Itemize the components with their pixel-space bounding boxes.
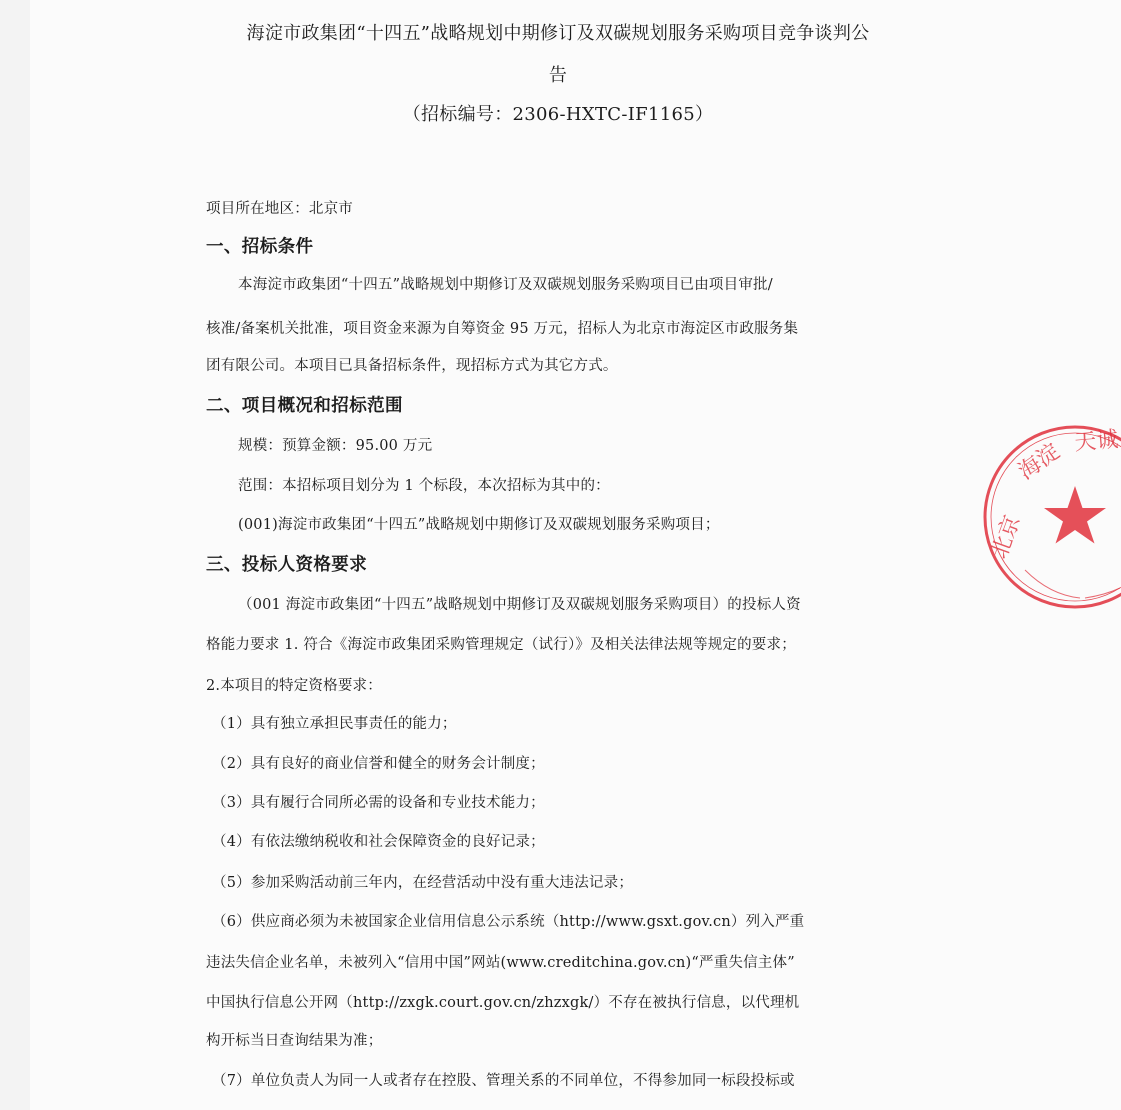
document-title-line-1: 海淀市政集团“十四五”战略规划中期修订及双碳规划服务采购项目竞争谈判公 [246, 23, 870, 44]
document-title-line-2: 告 [548, 65, 568, 86]
svg-text:天诚: 天诚 [1073, 427, 1120, 456]
requirement-item: （5）参加采购活动前三年内，在经营活动中没有重大违法记录； [212, 875, 634, 891]
paragraph-line: （001 海淀市政集团“十四五”战略规划中期修订及双碳规划服务采购项目）的投标人资 [238, 597, 801, 613]
requirement-item: （7）单位负责人为同一人或者存在控股、管理关系的不同单位，不得参加同一标段投标或 [212, 1073, 795, 1089]
section-heading-bidding-conditions: 一、招标条件 [206, 237, 314, 257]
requirement-item-continued: 违法失信企业名单，未被列入“信用中国”网站(www.creditchina.gov.cn)“严重失信主体” [206, 955, 795, 971]
paragraph-line: 核准/备案机关批准，项目资金来源为自筹资金 95 万元，招标人为北京市海淀区市政服务集 [206, 321, 799, 337]
svg-text:北京: 北京 [987, 512, 1026, 563]
paragraph-line: 本海淀市政集团“十四五”战略规划中期修订及双碳规划服务采购项目已由项目审批/ [238, 277, 773, 293]
requirement-item: （2）具有良好的商业信誉和健全的财务会计制度； [212, 756, 545, 772]
requirement-item: （4）有依法缴纳税收和社会保障资金的良好记录； [212, 834, 545, 850]
paragraph-line: 2.本项目的特定资格要求： [206, 678, 382, 694]
requirement-item-continued: 中国执行信息公开网（http://zxgk.court.gov.cn/zhzxgk/）不存在被执行信息，以代理机 [206, 995, 800, 1011]
paragraph-line: 团有限公司。本项目已具备招标条件，现招标方式为其它方式。 [206, 358, 618, 374]
paragraph-line: 规模：预算金额：95.00 万元 [238, 438, 433, 454]
section-heading-bidder-qualifications: 三、投标人资格要求 [206, 555, 368, 575]
bid-number: （招标编号：2306-HXTC-IF1165） [402, 104, 714, 125]
requirement-item: （3）具有履行合同所必需的设备和专业技术能力； [212, 795, 545, 811]
requirement-item-continued: 构开标当日查询结果为准； [206, 1033, 383, 1049]
official-seal-stamp [955, 410, 1121, 625]
paragraph-line: 格能力要求 1. 符合《海淀市政集团采购管理规定（试行）》及相关法律法规等规定的要求； [206, 637, 796, 653]
requirement-item: （1）具有独立承担民事责任的能力； [212, 716, 457, 732]
svg-text:海淀: 海淀 [1014, 439, 1065, 485]
paragraph-line: (001)海淀市政集团“十四五”战略规划中期修订及双碳规划服务采购项目； [238, 517, 720, 533]
requirement-item: （6）供应商必须为未被国家企业信用信息公示系统（http://www.gsxt.gov.cn）列入严重 [212, 914, 805, 930]
project-location: 项目所在地区：北京市 [206, 201, 353, 217]
paragraph-line: 范围：本招标项目划分为 1 个标段，本次招标为其中的： [238, 478, 610, 494]
section-heading-project-overview: 二、项目概况和招标范围 [206, 396, 403, 416]
seal-star-icon [1044, 486, 1106, 544]
